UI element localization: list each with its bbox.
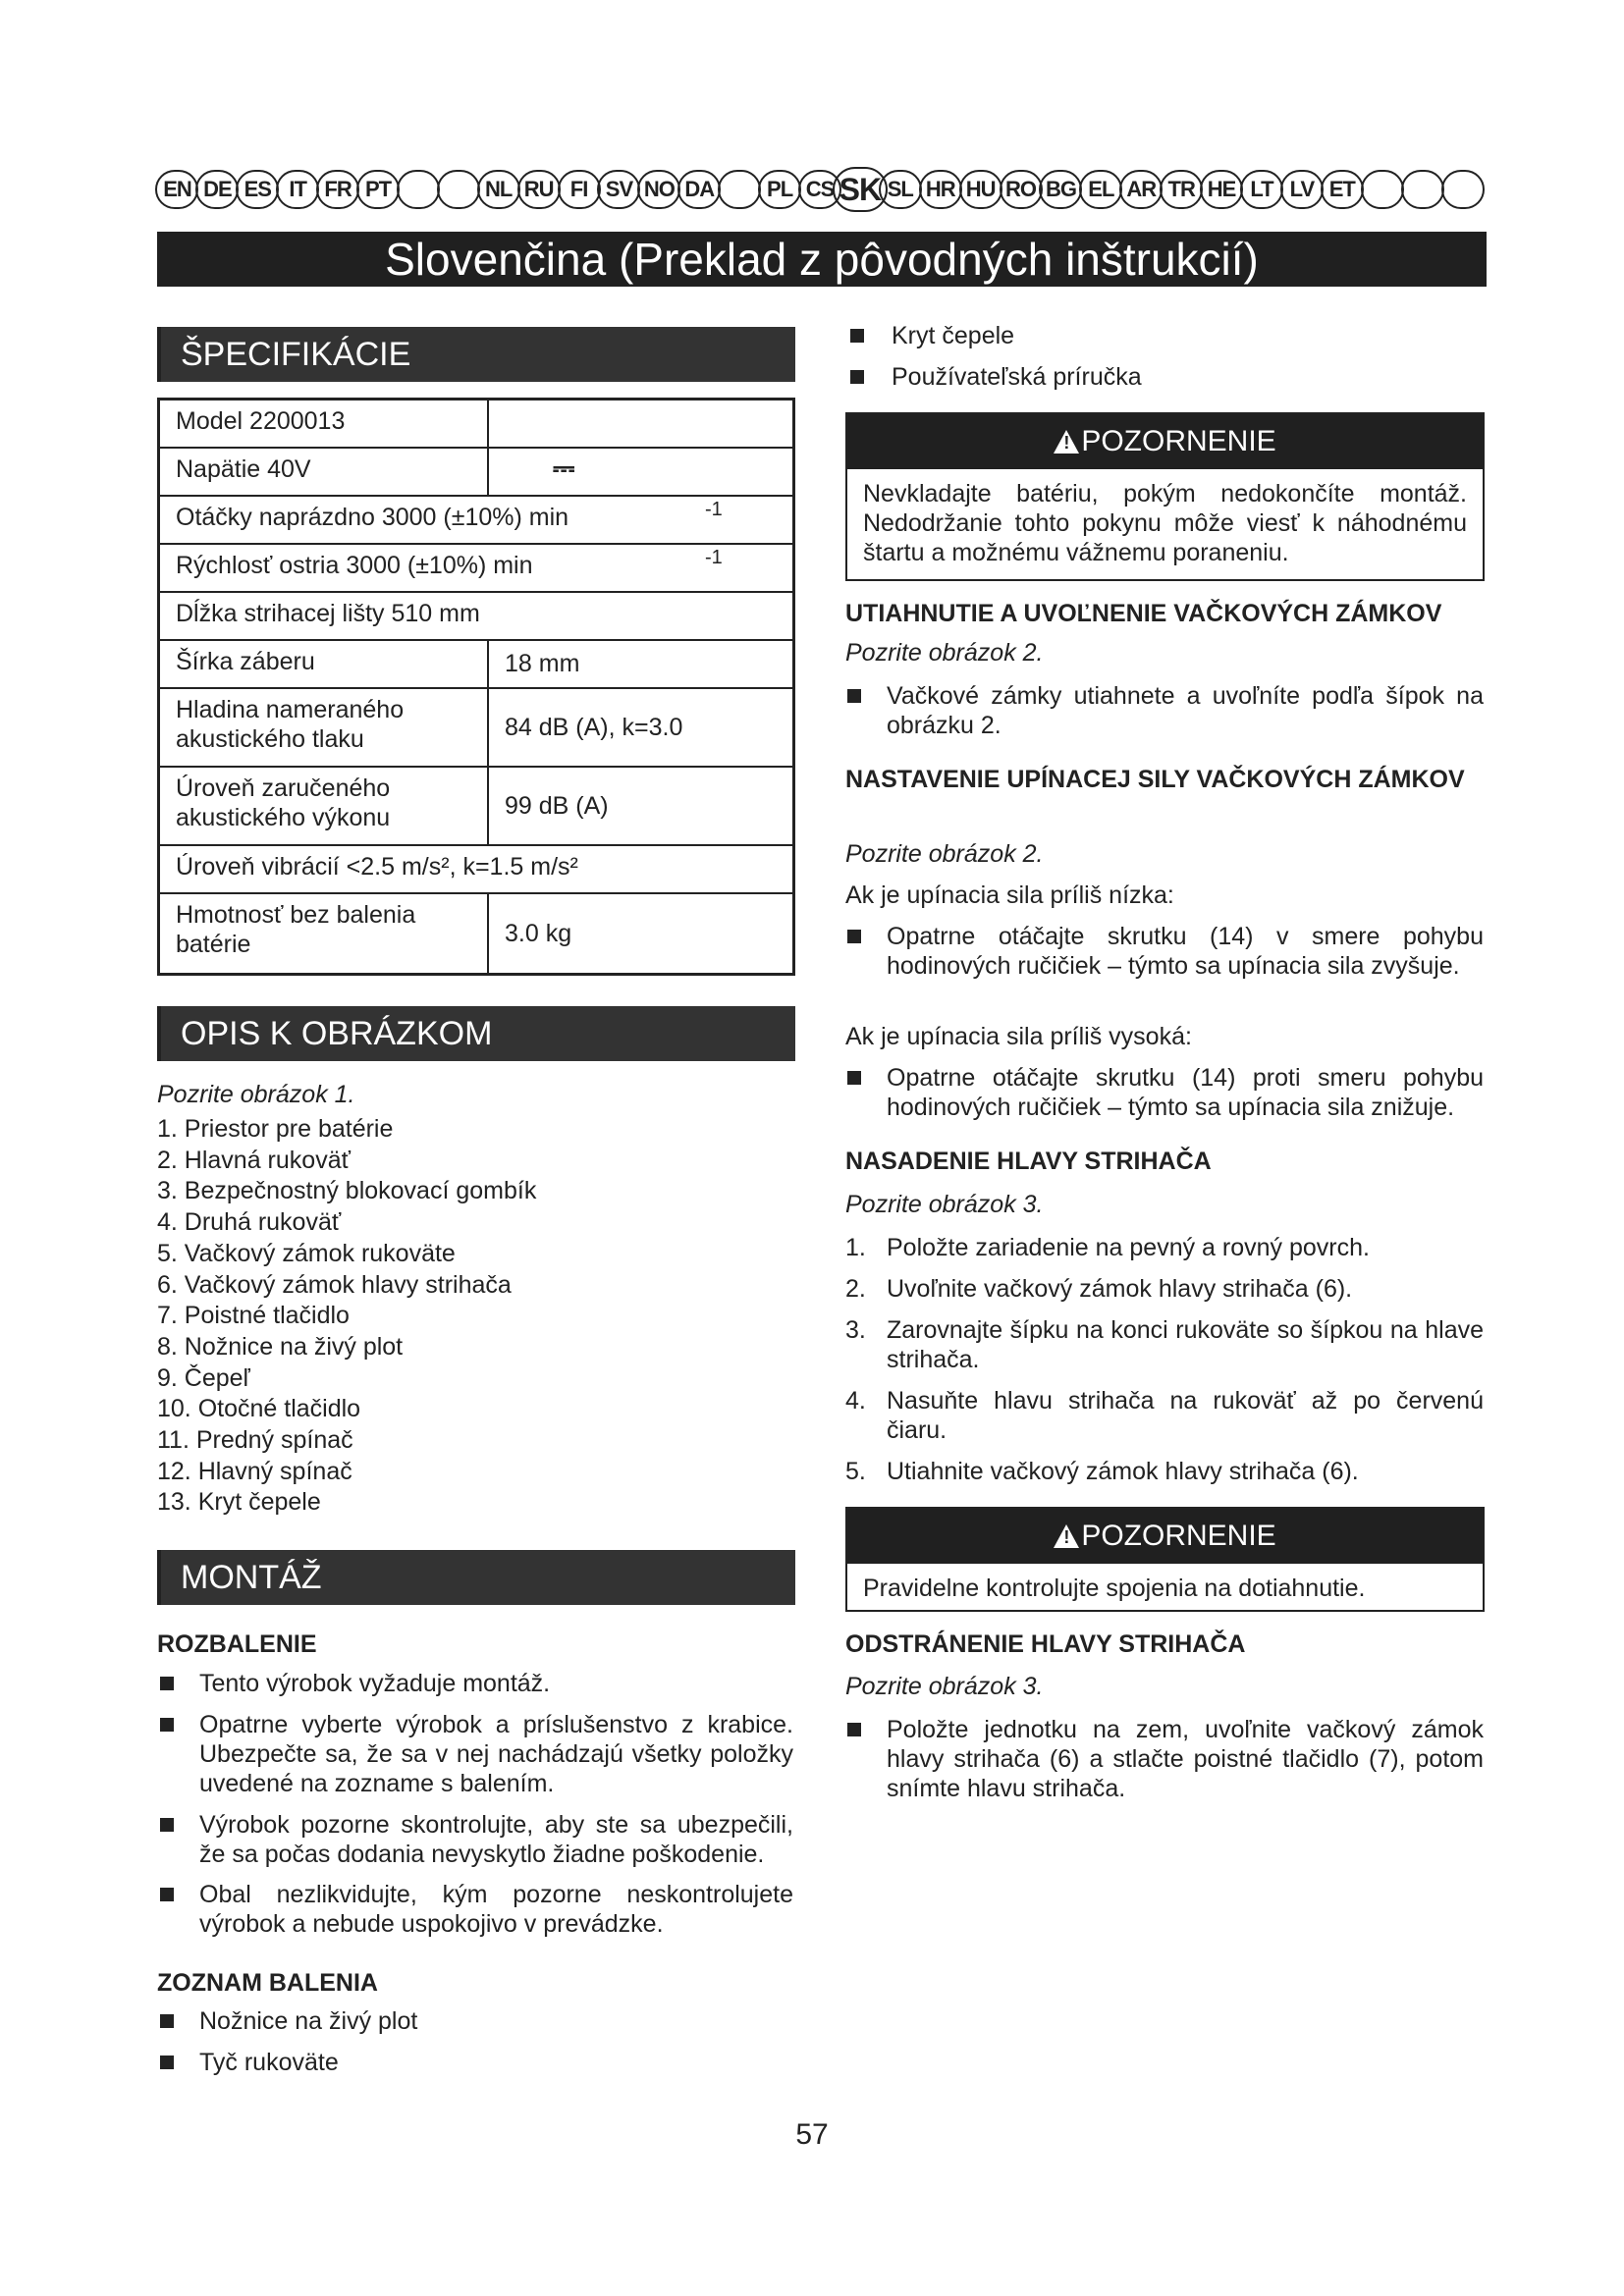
- spec-weight-value: 3.0 kg: [505, 919, 572, 947]
- language-tab-ar[interactable]: AR: [1119, 170, 1163, 209]
- language-tab-da[interactable]: DA: [677, 170, 721, 209]
- specs-heading-text: ŠPECIFIKÁCIE: [181, 335, 411, 373]
- bullet-icon: [850, 370, 864, 384]
- spec-width-value: 18 mm: [505, 650, 580, 677]
- description-item: 8. Nožnice na živý plot: [157, 1333, 404, 1361]
- language-tab-it[interactable]: IT: [276, 170, 319, 209]
- warning-box-2: [845, 1507, 1485, 1612]
- bullet-icon: [160, 1818, 174, 1832]
- cam-locks-ref: Pozrite obrázok 2.: [845, 639, 1044, 667]
- language-tab-pl[interactable]: PL: [758, 170, 801, 209]
- description-item: 13. Kryt čepele: [157, 1488, 321, 1516]
- bullet-icon: [160, 2056, 174, 2069]
- spec-noload-speed: Otáčky naprázdno 3000 (±10%) min: [176, 504, 569, 531]
- fit-head-ref: Pozrite obrázok 3.: [845, 1191, 1044, 1218]
- cam-locks-heading: UTIAHNUTIE A UVOĽNENIE VAČKOVÝCH ZÁMKOV: [845, 600, 1442, 627]
- language-tab-fr[interactable]: FR: [316, 170, 359, 209]
- description-item: 12. Hlavný spínač: [157, 1458, 352, 1485]
- language-tab-blank[interactable]: [1361, 170, 1404, 209]
- language-tab-en[interactable]: EN: [155, 170, 198, 209]
- language-tab-nl[interactable]: NL: [477, 170, 520, 209]
- language-tab-he[interactable]: HE: [1200, 170, 1243, 209]
- bullet-icon: [847, 689, 861, 703]
- clamping-low-text: Opatrne otáčajte skrutku (14) v smere pohybu hodinových ručičiek – týmto sa upínacia sila zvyšuje.: [887, 923, 1484, 980]
- spec-row-model: [160, 400, 792, 449]
- language-tab-cs[interactable]: CS: [798, 170, 841, 209]
- language-tab-blank[interactable]: [1441, 170, 1485, 209]
- spec-row-voltage: [160, 449, 792, 497]
- description-item: 7. Poistné tlačidlo: [157, 1302, 350, 1329]
- language-tab-pt[interactable]: PT: [356, 170, 400, 209]
- description-item: 4. Druhá rukoväť: [157, 1208, 342, 1236]
- dc-symbol-icon: ⎓: [553, 453, 575, 483]
- fit-step-num-2: 2.: [845, 1275, 866, 1303]
- spec-vibration: Úroveň vibrácií <2.5 m/s², k=1.5 m/s²: [176, 853, 578, 881]
- description-item: 1. Priestor pre batérie: [157, 1115, 394, 1143]
- bullet-icon: [847, 1723, 861, 1736]
- description-item: 6. Vačkový zámok hlavy strihača: [157, 1271, 512, 1299]
- language-tab-sv[interactable]: SV: [597, 170, 640, 209]
- description-heading: [157, 1006, 795, 1061]
- language-tab-el[interactable]: EL: [1079, 170, 1122, 209]
- clamping-heading: NASTAVENIE UPÍNACEJ SILY VAČKOVÝCH ZÁMKOV: [845, 766, 1465, 793]
- unpacking-item-4: Obal nezlikvidujte, kým pozorne neskontrolujete výrobok a nebude uspokojivo v prevádzke.: [199, 1881, 793, 1938]
- spec-row-vibration: [160, 846, 792, 894]
- clamping-low: Ak je upínacia sila príliš nízka:: [845, 881, 1174, 909]
- spec-blade-sup: -1: [705, 547, 723, 568]
- language-tab-de[interactable]: DE: [195, 170, 239, 209]
- clamping-high-text: Opatrne otáčajte skrutku (14) proti smeru pohybu hodinových ručičiek – týmto sa upínacia sila znižuje.: [887, 1064, 1484, 1121]
- spec-weight-label: Hmotnosť bez balenia batérie: [160, 894, 489, 973]
- description-item: 2. Hlavná rukoväť: [157, 1147, 351, 1174]
- spec-noload-sup: -1: [705, 499, 723, 520]
- description-item: 3. Bezpečnostný blokovací gombík: [157, 1177, 537, 1204]
- fit-step-num-3: 3.: [845, 1316, 866, 1344]
- description-item: 10. Otočné tlačidlo: [157, 1395, 361, 1422]
- spec-model: Model 2200013: [160, 400, 489, 447]
- language-tab-sl[interactable]: SL: [879, 170, 922, 209]
- fit-step-num-5: 5.: [845, 1458, 866, 1485]
- packing-item-2: Tyč rukoväte: [199, 2049, 339, 2076]
- spec-row-noload: [160, 497, 792, 545]
- spec-table: [157, 398, 795, 976]
- spec-row-weight: [160, 894, 792, 973]
- unpacking-item-3: Výrobok pozorne skontrolujte, aby ste sa ubezpečili, že sa počas dodania nevyskytlo žiadne poškodenie.: [199, 1811, 793, 1868]
- fit-step-num-1: 1.: [845, 1234, 866, 1261]
- remove-head-heading: ODSTRÁNENIE HLAVY STRIHAČA: [845, 1630, 1246, 1658]
- packing-item-1: Nožnice na živý plot: [199, 2007, 418, 2035]
- language-tab-blank[interactable]: [397, 170, 440, 209]
- assembly-heading-text: MONTÁŽ: [181, 1558, 322, 1596]
- page-title: [157, 232, 1487, 287]
- bullet-icon: [160, 1888, 174, 1901]
- warning-text-1: Nevkladajte batériu, pokým nedokončíte montáž. Nedodržanie tohto pokynu môže viesť k náhodnému štartu a možnému vážnemu poraneniu.: [863, 480, 1467, 566]
- warning-box-1: [845, 412, 1485, 581]
- remove-head-ref: Pozrite obrázok 3.: [845, 1673, 1044, 1700]
- description-item: 5. Vačkový zámok rukoväte: [157, 1240, 456, 1267]
- warning-header-1: [847, 414, 1483, 469]
- spec-row-bar-length: [160, 593, 792, 641]
- unpacking-item-2: Opatrne vyberte výrobok a príslušenstvo z krabice. Ubezpečte sa, že sa v nej nachádzajú všetky položky uvedené na zozname s balením.: [199, 1711, 793, 1797]
- warning-header-2: [847, 1509, 1483, 1564]
- language-tab-et[interactable]: ET: [1321, 170, 1364, 209]
- warning-triangle-icon: [1054, 430, 1079, 454]
- fit-step-num-4: 4.: [845, 1387, 866, 1415]
- spec-row-blade: [160, 545, 792, 593]
- language-tab-ro[interactable]: RO: [1000, 170, 1043, 209]
- specs-heading: [157, 327, 795, 382]
- language-tab-hu[interactable]: HU: [959, 170, 1002, 209]
- clamping-ref: Pozrite obrázok 2.: [845, 840, 1044, 868]
- spec-sound-pressure-value: 84 dB (A), k=3.0: [505, 713, 683, 741]
- spec-sound-power-label: Úroveň zaručeného akustického výkonu: [160, 768, 489, 844]
- language-tab-lt[interactable]: LT: [1240, 170, 1283, 209]
- fit-head-heading: NASADENIE HLAVY STRIHAČA: [845, 1148, 1212, 1175]
- spec-row-sound-power: [160, 768, 792, 846]
- spec-sound-power-value: 99 dB (A): [505, 791, 609, 820]
- packing-item-3: Kryt čepele: [892, 322, 1015, 349]
- language-tab-fi[interactable]: FI: [558, 170, 601, 209]
- fit-step-4: Nasuňte hlavu strihača na rukoväť až po červenú čiaru.: [887, 1387, 1484, 1444]
- language-tab-hr[interactable]: HR: [919, 170, 962, 209]
- spec-row-sound-pressure: [160, 689, 792, 768]
- spec-sound-pressure-label: Hladina nameraného akustického tlaku: [160, 689, 489, 766]
- language-tab-sk[interactable]: SK: [833, 167, 888, 212]
- description-heading-text: OPIS K OBRÁZKOM: [181, 1014, 493, 1052]
- unpacking-item-1: Tento výrobok vyžaduje montáž.: [199, 1670, 551, 1697]
- clamping-high: Ak je upínacia sila príliš vysoká:: [845, 1023, 1192, 1050]
- language-tab-tr[interactable]: TR: [1160, 170, 1203, 209]
- unpacking-heading: ROZBALENIE: [157, 1630, 317, 1658]
- language-bar: [157, 170, 1483, 213]
- language-tab-lv[interactable]: LV: [1280, 170, 1324, 209]
- fit-step-5: Utiahnite vačkový zámok hlavy strihača (6).: [887, 1458, 1359, 1485]
- description-item: 11. Predný spínač: [157, 1426, 353, 1454]
- bullet-icon: [160, 1718, 174, 1732]
- assembly-heading: [157, 1550, 795, 1605]
- bullet-icon: [847, 1071, 861, 1085]
- bullet-icon: [847, 930, 861, 943]
- bullet-icon: [850, 329, 864, 343]
- spec-width-label: Šírka záberu: [160, 641, 489, 687]
- packing-heading: ZOZNAM BALENIA: [157, 1969, 378, 1997]
- language-tab-bg[interactable]: BG: [1039, 170, 1082, 209]
- language-tab-blank[interactable]: [437, 170, 480, 209]
- warning-title-2: POZORNENIE: [1081, 1520, 1276, 1552]
- page-number: 57: [795, 2118, 829, 2151]
- description-item: 9. Čepeľ: [157, 1364, 250, 1392]
- description-ref: Pozrite obrázok 1.: [157, 1081, 355, 1108]
- language-tab-es[interactable]: ES: [236, 170, 279, 209]
- cam-locks-text: Vačkové zámky utiahnete a uvoľníte podľa šípok na obrázku 2.: [887, 682, 1484, 739]
- warning-text-2: Pravidelne kontrolujte spojenia na dotiahnutie.: [863, 1575, 1366, 1602]
- language-tab-blank[interactable]: [718, 170, 761, 209]
- spec-blade-speed: Rýchlosť ostria 3000 (±10%) min: [176, 552, 533, 579]
- fit-step-3: Zarovnajte šípku na konci rukoväte so šípkou na hlave strihača.: [887, 1316, 1484, 1373]
- fit-step-2: Uvoľnite vačkový zámok hlavy strihača (6).: [887, 1275, 1353, 1303]
- language-tab-no[interactable]: NO: [637, 170, 680, 209]
- language-tab-ru[interactable]: RU: [517, 170, 561, 209]
- page-title-text: Slovenčina (Preklad z pôvodných inštrukcií): [385, 234, 1259, 285]
- remove-head-text: Položte jednotku na zem, uvoľnite vačkový zámok hlavy strihača (6) a stlačte poistné tlačidlo (7), potom snímte hlavu strihača.: [887, 1716, 1484, 1802]
- language-tab-blank[interactable]: [1401, 170, 1444, 209]
- spec-row-width: [160, 641, 792, 689]
- spec-model-value: [489, 400, 792, 447]
- spec-bar-length: Dĺžka strihacej lišty 510 mm: [176, 600, 480, 627]
- bullet-icon: [160, 1677, 174, 1690]
- spec-voltage: Napätie 40V: [160, 449, 489, 495]
- warning-title-1: POZORNENIE: [1081, 425, 1276, 457]
- warning-triangle-icon: [1054, 1524, 1079, 1548]
- fit-step-1: Položte zariadenie na pevný a rovný povrch.: [887, 1234, 1370, 1261]
- bullet-icon: [160, 2014, 174, 2028]
- packing-item-4: Používateľská príručka: [892, 363, 1142, 391]
